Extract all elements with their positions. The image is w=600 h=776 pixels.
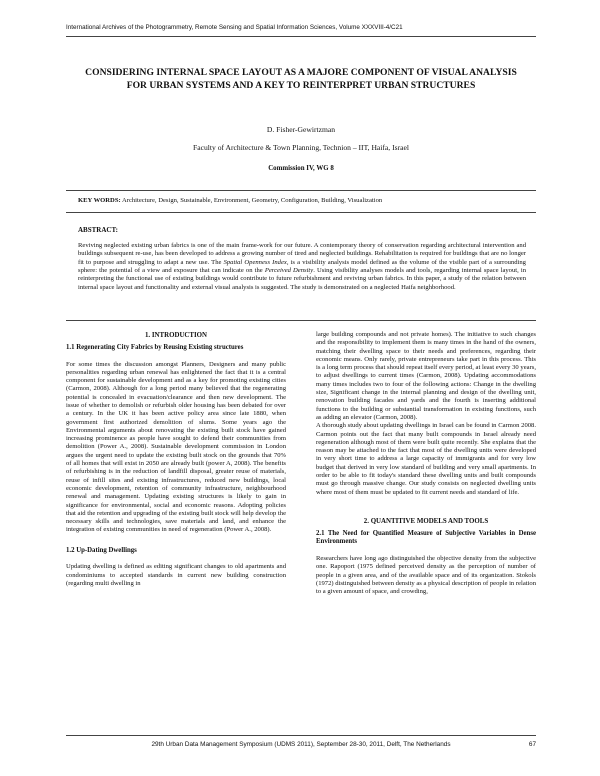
author: D. Fisher-Gewirtzman (266, 125, 336, 134)
abstract-emphasis-2: Perceived Density (264, 267, 314, 275)
keywords-label: KEY WORDS: (78, 197, 121, 204)
commission: Commission IV, WG 8 (268, 165, 334, 172)
abstract-text-3: . Using visibility analyses models and tools, regarding internal space layout, in reinterpreting the functional use of existing buildings would contribute to future refurbishment and reviving urban fabrics. In this paper, a study of the relation between internal space layout and functionality and external visual analysis is suggested. The study is demonstrated on a neglected Haifa neighborhood. (78, 267, 526, 291)
left-column (66, 331, 286, 588)
footer-rule (66, 735, 536, 736)
paper-title: CONSIDERING INTERNAL SPACE LAYOUT AS A MAJORE COMPONENT OF VISUAL ANALYSIS FOR URBAN SYSTEMS AND A KEY TO REINTERPRET URBAN STRUCTURES (85, 67, 517, 91)
paragraph-5: Researchers have long ago distinguished the objective density from the subjective one. Rapoport (1975 defined perceived density as the perception of number of people in a given area, and of the available space and of its organization. Stokols (1972) distinguished between density as a physical description of people in relation to a given amount of space, and crowding, (316, 554, 536, 596)
page-number: 67 (528, 741, 536, 748)
header-rule (66, 36, 536, 37)
affiliation: Faculty of Architecture & Town Planning, Technion – IIT, Haifa, Israel (193, 143, 409, 152)
section-1-heading: 1. INTRODUCTION (144, 332, 208, 339)
subsection-2-1-heading: 2.1 The Need for Quantified Measure of Subjective Variables in Dense Environments (316, 529, 536, 546)
footer-conference: 29th Urban Data Management Symposium (UDMS 2011), September 28-30, 2011, Delft, The Netherlands (151, 741, 451, 748)
running-header: International Archives of the Photogrammetry, Remote Sensing and Spatial Information Sciences, Volume XXXVIII-4/C21 (66, 24, 403, 31)
abstract-rule (66, 320, 536, 321)
abstract-heading: ABSTRACT: (78, 226, 118, 234)
keywords-rule-bottom (66, 212, 536, 213)
keywords-text: Architecture, Design, Sustainable, Environment, Geometry, Configuration, Building, Visualization (121, 197, 383, 204)
keywords-rule-top (66, 190, 536, 191)
abstract-text-1: Reviving neglected existing urban fabrics is one of the main frame-work for our future. A contemporary theory of conservation regarding architectural intervention and buildings subsequent re-use, has been developed to address a growing number of tired and neglected buildings. Rehabilitation is required for buildings that are no longer fit to purpose and struggling to adapt a new use. The (78, 242, 526, 266)
right-column (316, 331, 536, 596)
abstract (78, 242, 526, 292)
paragraph-1: For some times the discussion amongst Planners, Designers and many public personalities regarding urban renewal has enlightened the fact that it is a central component for sustainable development and as a key for promoting existing cities (Carmon, 2008). Although for a long period many believed that the regenerating potential is concealed in evacuation/clearance and then new development. The issue of whether to demolish or refurbish older housing has been debated for over a century. In the UK it has been active policy area since late 1880, when government first authorized demolition of slums. Some years ago the Environmental arguments about renovating the existing built stock have gained increasing prominence as people have sought to defend their communities from demolition (Power A., 2008). Sustainable development commission in London argues the urgent need to update the existing built stock on the grounds that 70% of all homes that will exist in 2050 are already built (power A, 2008). The benefits of refurbishing is in the reduction of landfill disposal, greater reuse of materials, reuse of infill sites and existing infrastructures, reduced new buildings, local economic development, retention of community infrastructure, neighbourhood renewal and management. Updating existing structures is likely to gain in significance for environmental, social and economic reasons. Adopting policies that aid the retention and upgrading of the existing built stock will help develop the necessary skills and technologies, save materials and land, and enhance the integration of existing communities in need of regeneration (Power A., 2008). (66, 360, 286, 534)
abstract-emphasis-1: Spatial Openness Index (223, 258, 287, 266)
paragraph-4: A thorough study about updating dwellings in Israel can be found in Carmon 2008. Carmon points out the fact that many built compounds in Israel already need regeneration although most of them were built quite recently. She explains that the reason may be attached to the fact that most of the dwelling units were developed in very short time to address a large capacity of immigrants and for very low budget that derived in very low standard of building and very small apartments. In order to be able to fit today's standard these dwelling units and built compounds must go through massive change. Our study consists on neglected dwelling units where most of them must be updated to fit current needs and standard of life. (316, 422, 536, 496)
paragraph-2: Updating dwelling is defined as editing significant changes to old apartments and condominiums to accepted standards in current new building construction (regarding multi dwelling in (66, 563, 286, 587)
subsection-1-1-heading: 1.1 Regenerating City Fabrics by Reusing Existing structures (66, 344, 244, 351)
section-2-heading: 2. QUANTITIVE MODELS AND TOOLS (363, 517, 489, 525)
abstract-text-2: , is a visibility analysis model defined as the volume of the visible part of a surrounding sphere: the potential of a view and exposure that can indicate on the (78, 258, 526, 275)
keywords (78, 196, 528, 205)
paragraph-3: large building compounds and not private homes). The initiative to such changes and the responsibility to implement them is many times in the hand of the owners, matching their dwelling space to their needs and preferences, regarding their economic means. Only rarely, private entrepreneurs take part in this process. This is a long term process that should repeat itself every period, at least every 30 years, to adjust dwellings to current times (Carmon, 2008). Updating accommodations many times includes two to four of the following actions: Change in the dwelling size, Significant change in the internal planning and design of the dwelling unit, renovation building facades and yards and the fourth is inserting additional functions to the building or substantial transformation in existing functions, such as adding an elevator (Carmon, 2008). (316, 331, 536, 421)
subsection-1-2-heading: 1.2 Up-Dating Dwellings (66, 546, 137, 554)
